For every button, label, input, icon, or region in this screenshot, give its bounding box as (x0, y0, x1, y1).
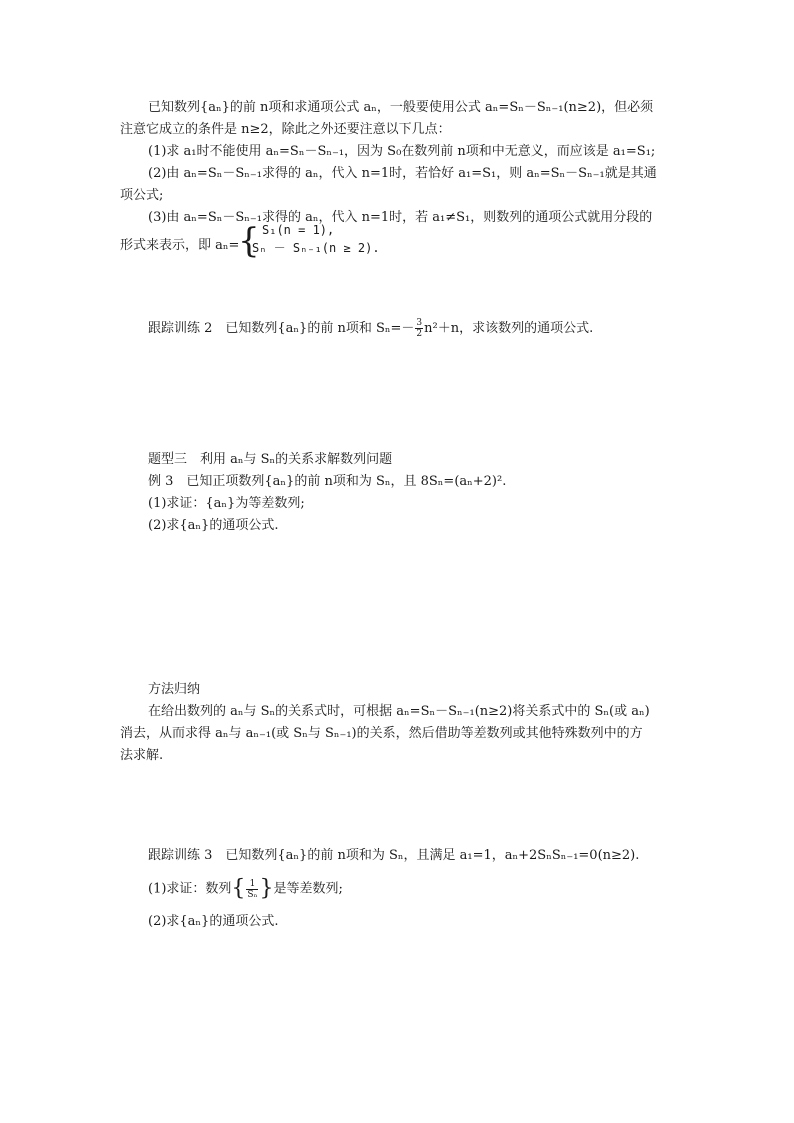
fraction-numerator: 1 (246, 879, 258, 890)
method-line-3: 法求解. (120, 748, 164, 763)
fraction-one-over-sn (246, 879, 258, 900)
list-item-2-line1: (2)由 aₙ=Sₙ－Sₙ₋₁求得的 aₙ，代入 n=1时，若恰好 a₁=S₁，则 aₙ=Sₙ－Sₙ₋₁就是其通 (148, 166, 657, 181)
fraction-denominator: Sₙ (247, 889, 258, 900)
piecewise-case-1: S₁(n = 1), (262, 223, 335, 237)
practice-3-question-1 (148, 878, 343, 900)
paragraph-intro-line1: 已知数列{aₙ}的前 n项和求通项公式 aₙ，一般要使用公式 aₙ=Sₙ－Sₙ₋₁(n≥2)，但必须 (148, 100, 654, 115)
practice-3-q1-suffix: 是等差数列; (273, 881, 343, 897)
fraction-numerator: 3 (416, 318, 423, 328)
piecewise-case-2: Sₙ － Sₙ₋₁(n ≥ 2). (252, 241, 380, 255)
practice-3-question-2: (2)求{aₙ}的通项公式. (148, 914, 279, 929)
example-3-question-1: (1)求证：{aₙ}为等差数列; (148, 496, 305, 511)
example-3: 例 3 已知正项数列{aₙ}的前 n项和为 Sₙ，且 8Sₙ=(aₙ+2)². (148, 474, 507, 489)
example-3-question-2: (2)求{aₙ}的通项公式. (148, 518, 279, 533)
practice-2-text-before: 跟踪训练 2 已知数列{aₙ}的前 n项和 Sₙ=－ (148, 321, 415, 336)
section-heading-type3: 题型三 利用 aₙ与 Sₙ的关系求解数列问题 (148, 452, 393, 467)
fraction-three-halves (415, 318, 423, 339)
paragraph-intro-line2: 注意它成立的条件是 n≥2，除此之外还要注意以下几点： (120, 122, 451, 137)
reciprocal-sequence: { $\frac{1}{\text{Sₙ}}$ } (231, 876, 274, 901)
list-item-2-line2: 项公式; (120, 188, 164, 203)
method-line-1: 在给出数列的 aₙ与 Sₙ的关系式时，可根据 aₙ=Sₙ－Sₙ₋₁(n≥2)将关系式中的 Sₙ(或 aₙ) (148, 704, 650, 719)
list-item-3-line1: (3)由 aₙ=Sₙ－Sₙ₋₁求得的 aₙ，代入 n=1时，若 a₁≠S₁，则数列的通项公式就用分段的 (148, 210, 653, 225)
fraction-denominator: 2 (416, 329, 423, 339)
method-line-2: 消去，从而求得 aₙ与 aₙ₋₁(或 Sₙ与 Sₙ₋₁)的关系，然后借助等差数列或其他特殊数列中的方 (120, 726, 643, 741)
practice-3-q1-prefix: (1)求证：数列 (148, 881, 232, 897)
practice-2-text-after: n²＋n，求该数列的通项公式. (424, 321, 594, 336)
list-item-3-prefix: 形式来表示，即 aₙ= (120, 238, 240, 253)
list-item-1: (1)求 a₁时不能使用 aₙ=Sₙ－Sₙ₋₁，因为 S₀在数列前 n项和中无意义，而应该是 a₁=S₁; (148, 144, 656, 159)
practice-3: 跟踪训练 3 已知数列{aₙ}的前 n项和为 Sₙ，且满足 a₁=1，aₙ+2SₙSₙ₋₁=0(n≥2). (148, 848, 640, 863)
practice-2 (148, 318, 593, 339)
method-heading: 方法归纳 (148, 682, 201, 697)
piecewise-brace: { (238, 221, 260, 261)
